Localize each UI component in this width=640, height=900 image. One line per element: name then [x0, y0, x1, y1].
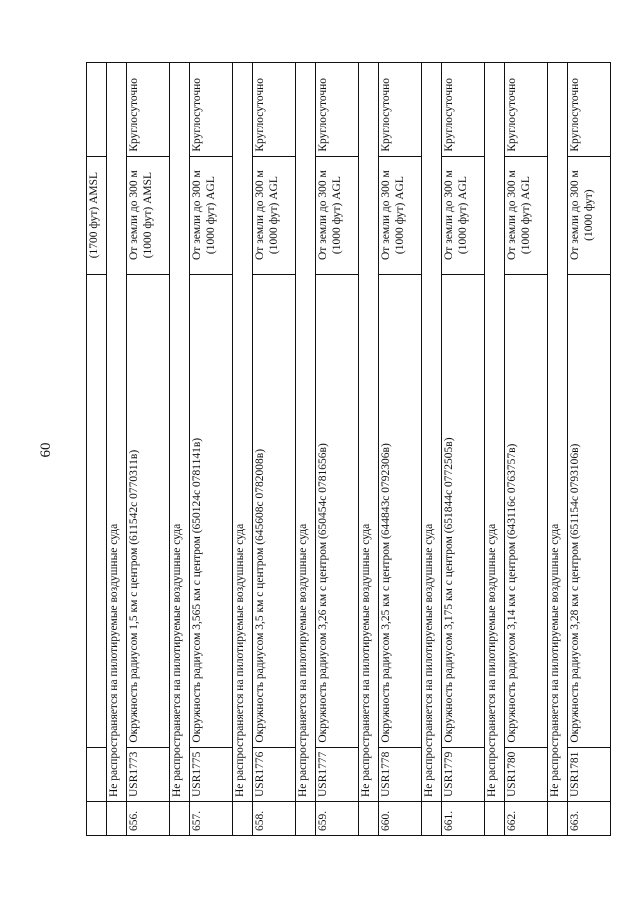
zone-height: От земли до 300 м (1000 фут) AGL: [379, 156, 422, 274]
zone-time: Круглосуточно: [442, 62, 485, 156]
note-cell: Не распространяется на пилотируемые воздушные суда: [233, 62, 253, 801]
continuation-empty-cell: [87, 747, 107, 801]
table-body: [87, 62, 611, 835]
row-number: 662.: [505, 802, 548, 836]
row-number: 656.: [127, 802, 170, 836]
continuation-height-cell: (1700 фут) AMSL: [87, 156, 107, 274]
continuation-empty-cell: [87, 802, 107, 836]
note-cell: Не распространяется на пилотируемые воздушные суда: [296, 62, 316, 801]
note-row: [548, 62, 568, 835]
zone-height: От земли до 300 м (1000 фут) AGL: [190, 156, 233, 274]
continuation-row: [87, 62, 107, 835]
zone-area: Окружность радиусом 3,175 км с центром (651844с 0772505в): [442, 274, 485, 747]
note-cell: Не распространяется на пилотируемые воздушные суда: [107, 62, 127, 801]
zone-time: Круглосуточно: [316, 62, 359, 156]
note-cell: Не распространяется на пилотируемые воздушные суда: [485, 62, 505, 801]
zone-height: От земли до 300 м (1000 фут) AGL: [253, 156, 296, 274]
page-number: 60: [38, 442, 54, 458]
row-number: 657.: [190, 802, 233, 836]
note-blank-cell: [548, 802, 568, 836]
zone-area: Окружность радиусом 3,565 км с центром (650124с 0781141в): [190, 274, 233, 747]
note-row: [485, 62, 505, 835]
zone-area: Окружность радиусом 3,26 км с центром (650454с 0781656в): [316, 274, 359, 747]
continuation-empty-cell: [87, 274, 107, 747]
note-blank-cell: [170, 802, 190, 836]
row-number: 659.: [316, 802, 359, 836]
note-row: [107, 62, 127, 835]
table-row: [442, 62, 485, 835]
table-row: [568, 62, 611, 835]
zone-time: Круглосуточно: [253, 62, 296, 156]
zone-area: Окружность радиусом 3,14 км с центром (643116с 0763757в): [505, 274, 548, 747]
zone-time: Круглосуточно: [127, 62, 170, 156]
note-cell: Не распространяется на пилотируемые воздушные суда: [170, 62, 190, 801]
note-row: [422, 62, 442, 835]
zone-code: USR1781: [568, 747, 611, 801]
note-blank-cell: [296, 802, 316, 836]
zone-code: USR1773: [127, 747, 170, 801]
zone-height: От земли до 300 м (1000 фут) AMSL: [127, 156, 170, 274]
zone-area: Окружность радиусом 3,25 км с центром (644843с 0792306в): [379, 274, 422, 747]
zone-code: USR1779: [442, 747, 485, 801]
note-row: [296, 62, 316, 835]
zone-time: Круглосуточно: [190, 62, 233, 156]
zone-code: USR1775: [190, 747, 233, 801]
table-row: [253, 62, 296, 835]
note-cell: Не распространяется на пилотируемые воздушные суда: [548, 62, 568, 801]
table-row: [127, 62, 170, 835]
zone-time: Круглосуточно: [379, 62, 422, 156]
zone-area: Окружность радиусом 1,5 км с центром (611542с 0770311в): [127, 274, 170, 747]
note-row: [233, 62, 253, 835]
zone-height: От земли до 300 м (1000 фут) AGL: [505, 156, 548, 274]
note-cell: Не распространяется на пилотируемые воздушные суда: [359, 62, 379, 801]
zone-code: USR1777: [316, 747, 359, 801]
zone-code: USR1776: [253, 747, 296, 801]
table-row: [505, 62, 548, 835]
table-row: [190, 62, 233, 835]
row-number: 661.: [442, 802, 485, 836]
zone-height: От земли до 300 м (1000 фут): [568, 156, 611, 274]
note-cell: Не распространяется на пилотируемые воздушные суда: [422, 62, 442, 801]
row-number: 660.: [379, 802, 422, 836]
note-blank-cell: [107, 802, 127, 836]
note-blank-cell: [359, 802, 379, 836]
zone-time: Круглосуточно: [568, 62, 611, 156]
zone-height: От земли до 300 м (1000 фут) AGL: [316, 156, 359, 274]
airspace-table: [86, 62, 611, 836]
table-row: [316, 62, 359, 835]
table-row: [379, 62, 422, 835]
row-number: 663.: [568, 802, 611, 836]
row-number: 658.: [253, 802, 296, 836]
zone-code: USR1780: [505, 747, 548, 801]
zone-area: Окружность радиусом 3,28 км с центром (651154с 0793106в): [568, 274, 611, 747]
continuation-empty-cell: [87, 62, 107, 156]
note-blank-cell: [233, 802, 253, 836]
note-row: [359, 62, 379, 835]
zone-height: От земли до 300 м (1000 фут) AGL: [442, 156, 485, 274]
zone-time: Круглосуточно: [505, 62, 548, 156]
note-blank-cell: [485, 802, 505, 836]
note-blank-cell: [422, 802, 442, 836]
note-row: [170, 62, 190, 835]
zone-area: Окружность радиусом 3,5 км с центром (645608с 0782008в): [253, 274, 296, 747]
zone-code: USR1778: [379, 747, 422, 801]
